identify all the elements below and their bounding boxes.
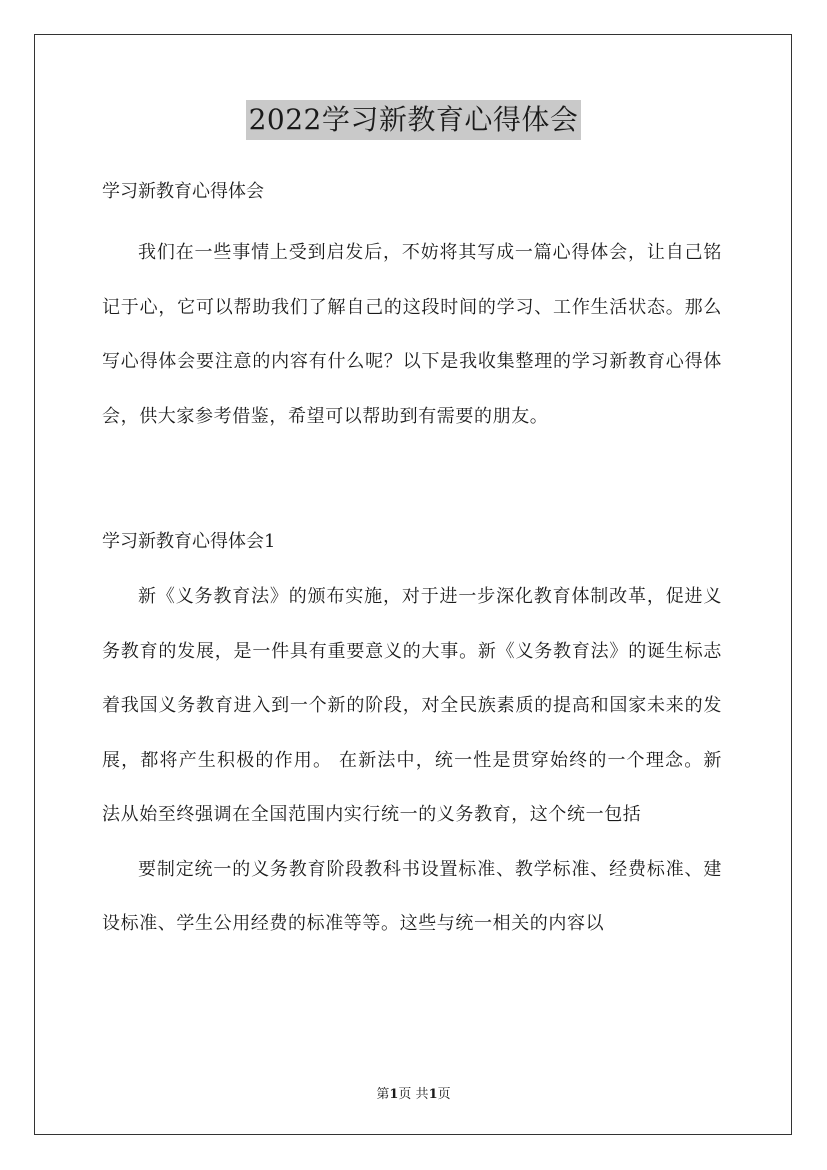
article-1-heading: 学习新教育心得体会1 bbox=[102, 531, 276, 552]
footer-page-total: 1 bbox=[428, 1087, 438, 1102]
document-title-text: 2022学习新教育心得体会 bbox=[246, 100, 582, 140]
article-1-paragraph-2: 要制定统一的义务教育阶段教科书设置标准、教学标准、经费标准、建设标准、学生公用经费的标准等等。这些与统一相关的内容以 bbox=[102, 858, 722, 934]
intro-paragraph: 我们在一些事情上受到启发后，不妨将其写成一篇心得体会，让自己铭记于心，它可以帮助我们了解自己的这段时间的学习、工作生活状态。那么写心得体会要注意的内容有什么呢？以下是我收集整理的学习新教育心得体会，供大家参考借鉴，希望可以帮助到有需要的朋友。 bbox=[102, 242, 722, 427]
page-footer bbox=[0, 1083, 827, 1102]
footer-page-prefix: 第 bbox=[376, 1087, 390, 1102]
document-body bbox=[102, 172, 722, 952]
article-1-paragraph-1: 新《义务教育法》的颁布实施，对于进一步深化教育体制改革，促进义务教育的发展，是一件具有重要意义的大事。新《义务教育法》的诞生标志着我国义务教育进入到一个新的阶段，对全民族素质的提高和国家未来的发展，都将产生积极的作用。 在新法中，统一性是贯穿始终的一个理念。新法从始至终强调在全国范围内实行统一的义务教育，这个统一包括 bbox=[102, 586, 722, 825]
footer-page-suffix: 页 bbox=[437, 1087, 451, 1102]
footer-page-number: 1 bbox=[389, 1087, 399, 1102]
section-heading: 学习新教育心得体会 bbox=[102, 181, 264, 202]
document-title bbox=[0, 100, 827, 140]
footer-page-mid: 页 共 bbox=[398, 1087, 429, 1102]
